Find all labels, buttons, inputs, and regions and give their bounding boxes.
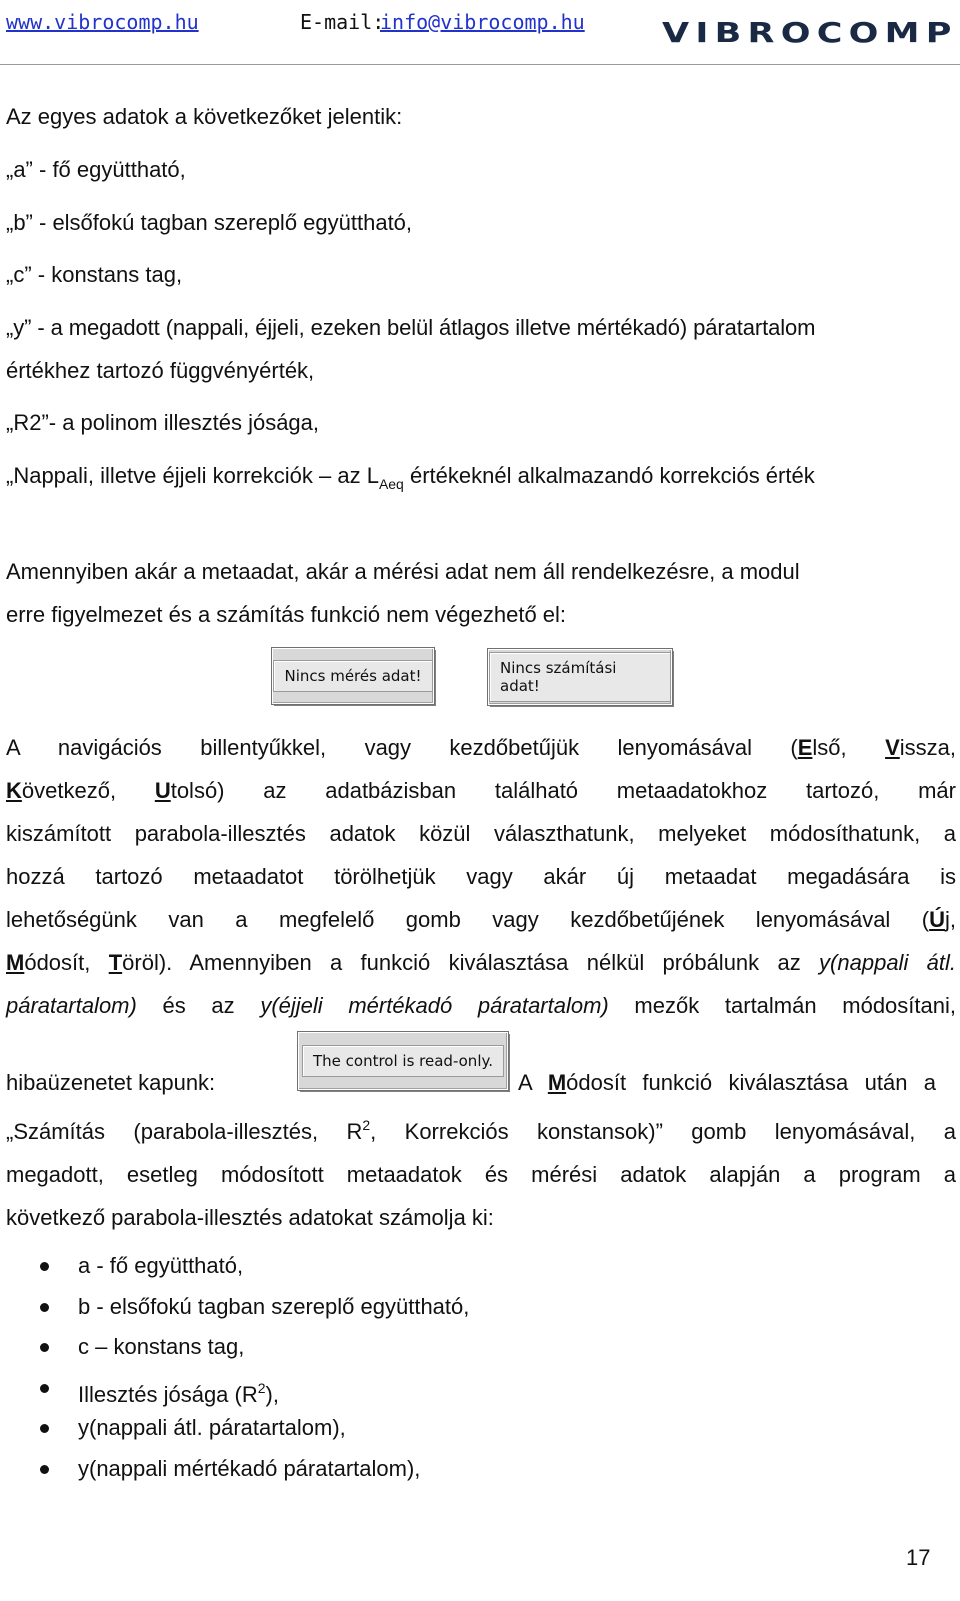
calc-text: , Korrekciós konstansok)” gomb lenyomásával, a (370, 1119, 956, 1144)
nav-text: ódosít funkció kiválasztása után a (566, 1070, 937, 1095)
nav-text: A navigációs billentyűkkel, vagy kezdőbetűjük lenyomásával ( (6, 735, 798, 760)
nav-text: j, (945, 907, 956, 932)
nav-text: tolsó) az adatbázisban található metaadatokhoz tartozó, már (170, 778, 956, 803)
hotkey-elso: E (797, 735, 813, 760)
list-item: y(nappali átl. páratartalom), (40, 1412, 469, 1453)
list-item: c – konstans tag, (40, 1331, 469, 1372)
hotkey-kovetkezo: K (6, 778, 22, 803)
calc-line3: következő parabola-illesztés adatokat számolja ki: (6, 1205, 494, 1230)
hotkey-modosit: M (547, 1070, 567, 1095)
nav-line2 (6, 769, 956, 812)
nav-text: A (518, 1070, 548, 1095)
list-item (40, 1372, 469, 1413)
modify-intro (518, 1068, 936, 1098)
calc-text: „Számítás (parabola-illesztés, R (6, 1119, 363, 1144)
calc-line2: megadott, esetleg módosított metaadatok és mérési adatok alapján a program a (6, 1162, 956, 1187)
no-calculation-message (488, 649, 672, 705)
calc-line1 (6, 1104, 956, 1153)
definition-b: „b” - elsőfokú tagban szereplő együttható, (6, 210, 413, 235)
no-calculation-label: Nincs számítási adat! (489, 652, 671, 702)
field-y-nappali: y(nappali átl. (819, 950, 956, 975)
nav-text: mezők tartalmán módosítani, (608, 993, 956, 1018)
navigation-paragraph (6, 726, 956, 1027)
nav-text: öröl). Amennyiben a funkció kiválasztása nélkül próbálunk az (122, 950, 820, 975)
definition-r2: „R2”- a polinom illesztés jósága, (6, 410, 320, 435)
page-header (0, 0, 960, 65)
nav-text: ódosít, (24, 950, 109, 975)
nav-line6 (6, 941, 956, 984)
company-logo: VIBROCOMP (662, 16, 958, 49)
field-y-ejjeli: y(éjjeli mértékadó páratartalom) (260, 993, 609, 1018)
list-text: Illesztés jósága (R (78, 1381, 258, 1407)
nav-line5 (6, 898, 956, 941)
readonly-label: The control is read-only. (302, 1045, 504, 1077)
definition-y-line1: „y” - a megadott (nappali, éjjeli, ezeken belül átlagos illetve mértékadó) páratartalom (6, 315, 816, 340)
email-label: E-mail: (300, 10, 385, 34)
definition-corrections (6, 461, 956, 499)
nav-text: és az (136, 993, 261, 1018)
list-item: y(nappali mértékadó páratartalom), (40, 1453, 469, 1494)
nav-line4: hozzá tartozó metaadatot törölhetjük vagy akár új metaadat megadására is (6, 864, 956, 889)
laeq-subscript: Aeq (378, 476, 404, 492)
hotkey-vissza: V (885, 735, 900, 760)
superscript-2: 2 (362, 1117, 371, 1133)
calculation-paragraph (6, 1104, 956, 1239)
definition-a: „a” - fő együttható, (6, 157, 186, 182)
nav-text: issza, (899, 735, 956, 760)
nav-line3: kiszámított parabola-illesztés adatok közül választhatunk, melyeket módosíthatunk, a (6, 821, 956, 846)
hotkey-uj: Ú (929, 907, 945, 932)
field-paratartalom: páratartalom) (6, 993, 137, 1018)
list-text: ), (265, 1381, 279, 1407)
corrections-text-post: értékeknél alkalmazandó korrekciós érték (403, 463, 815, 488)
error-message-intro: hibaüzenetet kapunk: (6, 1070, 216, 1095)
superscript-2: 2 (257, 1379, 266, 1396)
nav-text: lehetőségünk van a megfelelő gomb vagy kezdőbetűjének lenyomásával ( (6, 907, 930, 932)
no-measurement-label: Nincs mérés adat! (273, 660, 432, 692)
definitions-intro: Az egyes adatok a következőket jelentik: (6, 104, 403, 129)
readonly-message (298, 1032, 508, 1090)
email-link[interactable]: info@vibrocomp.hu (380, 10, 585, 34)
definition-y-line2: értékhez tartozó függvényérték, (6, 358, 315, 383)
hotkey-torol: T (108, 950, 123, 975)
definition-c: „c” - konstans tag, (6, 262, 183, 287)
nav-text: övetkező, (21, 778, 155, 803)
nav-line7 (6, 984, 956, 1027)
hotkey-utolso: U (154, 778, 171, 803)
warning-line2: erre figyelmezet és a számítás funkció nem végezhető el: (6, 602, 567, 627)
warning-line1: Amennyiben akár a metaadat, akár a mérési adat nem áll rendelkezésre, a modul (6, 559, 800, 584)
page-number: 17 (906, 1545, 931, 1570)
list-item: a - fő együttható, (40, 1250, 469, 1291)
nav-text: lső, (812, 735, 886, 760)
nav-line1 (6, 726, 956, 769)
list-item: b - elsőfokú tagban szereplő együttható, (40, 1291, 469, 1332)
website-link[interactable]: www.vibrocomp.hu (6, 10, 199, 34)
corrections-text-pre: „Nappali, illetve éjjeli korrekciók – az L (6, 463, 379, 488)
result-list (40, 1250, 469, 1493)
no-measurement-message (272, 648, 434, 704)
hotkey-modosit: M (6, 950, 25, 975)
